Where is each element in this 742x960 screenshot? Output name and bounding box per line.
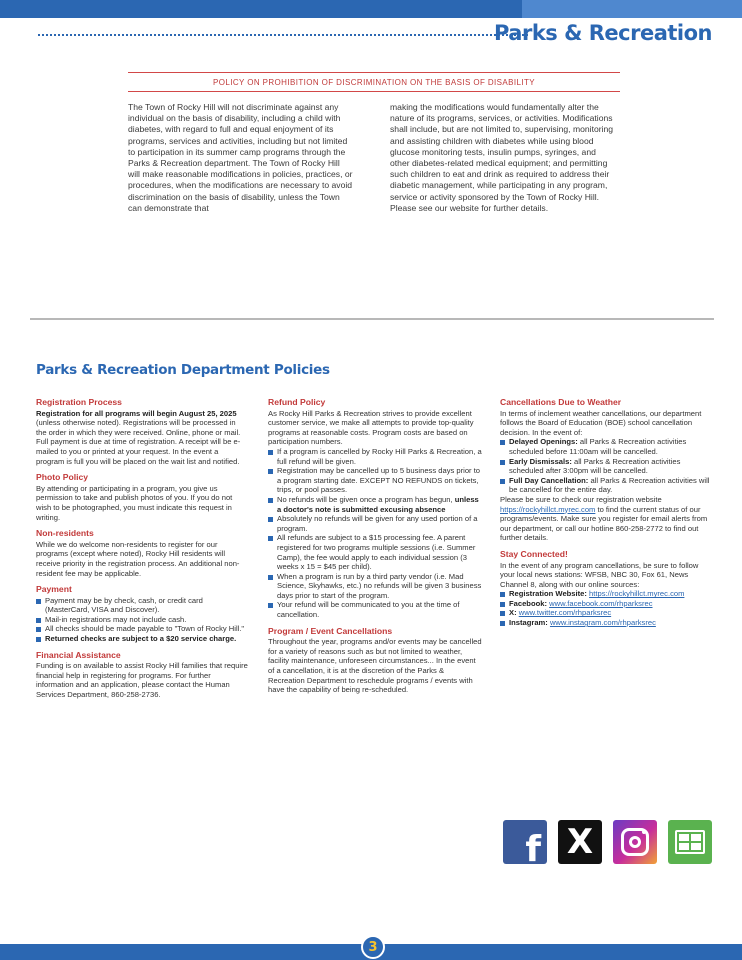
list-item: All checks should be made payable to "Town of Rocky Hill." [36, 624, 248, 634]
payment-heading: Payment [36, 584, 72, 595]
list-item: Registration may be cancelled up to 5 business days prior to a program starting date. EXCEPT NO REFUNDS on tickets, trips, or pool passes. [268, 466, 482, 495]
non-residents-heading: Non-residents [36, 528, 94, 539]
page-number: 3 [368, 939, 378, 955]
list-item: X: www.twitter.com/rhparksrec [500, 608, 714, 618]
financial-heading: Financial Assistance [36, 649, 121, 660]
photo-policy-block: Photo Policy By attending or participating in a program, you give us permission to take and publish photos of you. If you do not wish to be photographed, you must indicate this request in writing. [36, 473, 248, 522]
registration-process-block: Registration Process Registration for all programs will begin August 25, 2025 (unless otherwise noted). Registrations will be processed in the order in which they were received. Online, phone or mail. Full payment is due at time of registration. A receipt will be e-mailed to you or printed at your request. In the event a program is full you will be placed on the wait list and notified. [36, 398, 248, 466]
cancellations-heading: Program / Event Cancellations [268, 625, 393, 636]
column-right [500, 398, 714, 635]
list-item: Mail-in registrations may not include cash. [36, 615, 248, 625]
registration-heading: Registration Process [36, 397, 122, 407]
section-divider [30, 318, 714, 320]
column-middle [268, 398, 482, 702]
list-item: No refunds will be given once a program has begun, unless a doctor's note is submitted excusing absence [268, 495, 482, 514]
policy-text-right: making the modifications would fundamentally alter the nature of its programs, services, or activities. Modifications shall include, but are not limited to, supervising, monitoring and assisting children with diabetes while using blood glucose monitoring tests, insulin pumps, syringes, and other diabetes-related medical equipment; and permitting such children to eat and drink as required to address their diabetic management, while participating in any program, service or activity sponsored by the Town of Rocky Hill. Please see our website for further details. [390, 102, 614, 213]
header-dotted-rule [38, 34, 528, 36]
discrimination-policy-box [128, 72, 620, 214]
section-title: Parks & Recreation Department Policies [36, 362, 330, 378]
weather-block: Cancellations Due to Weather In terms of inclement weather cancellations, our department follows the Board of Education (BOE) school cancellation decision. In the event of: Delayed Openings: all Parks & Recreation activities scheduled before 11:00am will be cancelled. Early Dismissals: all Parks & Recreation activities scheduled after 3:00pm will be cancelled. Full Day Cancellation: all Parks & Recreation activities will be cancelled for the entire day. Please be sure to check our registration website https://rockyhillct.myrec.com to find the current status of our programs/events. Make sure you register for email alerts from our department, or call our hotline 860-258-2772 to find out further details. [500, 398, 714, 543]
stay-connected-block: Stay Connected! In the event of any program cancellations, be sure to follow your local news stations: WFSB, NBC 30, Fox 61, News Channel 8, along with our online sources: Registration Website: https://rockyhillct.myrec.com Facebook: www.facebook.com/rhparksrec X: www.twitter.com/rhparksrec Instagram: www.instagram.com/rhparksrec [500, 550, 714, 628]
list-item: Full Day Cancellation: all Parks & Recreation activities will be cancelled for the entire day. [500, 476, 714, 495]
financial-assistance-block: Financial Assistance Funding is on available to assist Rocky Hill families that require financial help in registering for programs. For further information and an application, please contact the Human Services Department, 860-258-2736. [36, 649, 248, 700]
column-left [36, 398, 248, 707]
list-item: Registration Website: https://rockyhillct.myrec.com [500, 589, 714, 599]
refund-list [268, 447, 482, 620]
list-item: Returned checks are subject to a $20 service charge. [36, 634, 248, 644]
instagram-icon[interactable] [613, 820, 657, 864]
list-item: All refunds are subject to a $15 processing fee. A parent registered for two programs multiple sessions (i.e. Summer Camp), the fee would apply to each individual session (3 weeks x 15 = $45 per child). [268, 533, 482, 571]
payment-list [36, 596, 248, 644]
social-icons [503, 820, 712, 870]
instagram-link[interactable]: www.instagram.com/rhparksrec [549, 618, 656, 628]
weather-heading: Cancellations Due to Weather [500, 397, 622, 407]
facebook-icon[interactable]: f [503, 820, 547, 864]
photo-policy-heading: Photo Policy [36, 472, 89, 483]
non-residents-block: Non-residents While we do welcome non-residents to register for our programs (except where noted), Rocky Hill residents will receive priority in the registration process. An additional non-resident fee may be applicable. [36, 529, 248, 578]
list-item: Delayed Openings: all Parks & Recreation activities scheduled before 11:00am will be cancelled. [500, 437, 714, 456]
policy-text-left: The Town of Rocky Hill will not discriminate against any individual on the basis of disability, including a child with diabetes, with regard to full and equal enjoyment of its programs, services and activities, including but not limited to participation in its summer camp programs through the Parks & Recreation department. The Town of Rocky Hill will make reasonable modifications in policies, practices, or procedures, when the modifications are necessary to avoid discrimination on the basis of disability, unless the Town can demonstrate that [128, 102, 353, 213]
x-icon[interactable]: X [558, 820, 602, 864]
list-item: When a program is run by a third party vendor (i.e. Mad Science, Skyhawks, etc.) no refunds will be given 3 business days prior to start of the program. [268, 572, 482, 601]
x-link[interactable]: www.twitter.com/rhparksrec [518, 608, 612, 618]
website-icon[interactable] [668, 820, 712, 864]
refund-policy-block: Refund Policy As Rocky Hill Parks & Recreation strives to provide excellent customer service, we make all attempts to provide top-quality programs at reasonable costs. Program costs are based on participation numbers. If a program is cancelled by Rocky Hill Parks & Recreation, a full refund will be given. Registration may be cancelled up to 5 business days prior to a program starting date. EXCEPT NO REFUNDS on tickets, trips, or pool passes. No refunds will be given once a program has begun, unless a doctor's note is submitted excusing absence Absolutely no refunds will be given for any used portion of a program. All refunds are subject to a $15 processing fee. A parent registered for two programs multiple sessions (i.e. Summer Camp), the fee would apply to each individual session (3 weeks x 15 = $45 per child). When a program is run by a third party vendor (i.e. Mad Science, Skyhawks, etc.) no refunds will be given 3 business days prior to start of the program. Your refund will be communicated to you at the time of cancellation. [268, 397, 482, 620]
website-link[interactable]: https://rockyhillct.myrec.com [589, 589, 685, 599]
page-title: Parks & Recreation [493, 21, 712, 45]
list-item: Your refund will be communicated to you at the time of cancellation. [268, 600, 482, 619]
list-item: Absolutely no refunds will be given for any used portion of a program. [268, 514, 482, 533]
page-number-badge [361, 935, 385, 959]
stay-connected-heading: Stay Connected! [500, 548, 568, 559]
facebook-link[interactable]: www.facebook.com/rhparksrec [549, 598, 653, 608]
list-item: Payment may be by check, cash, or credit card (MasterCard, VISA and Discover). [36, 596, 248, 615]
links-list [500, 589, 714, 627]
list-item: Early Dismissals: all Parks & Recreation activities scheduled after 3:00pm will be cancelled. [500, 457, 714, 476]
refund-heading: Refund Policy [268, 397, 326, 407]
policy-heading: POLICY ON PROHIBITION OF DISCRIMINATION ON THE BASIS OF DISABILITY [128, 73, 620, 92]
payment-block [36, 585, 248, 644]
weather-list [500, 437, 714, 495]
list-item: Facebook: www.facebook.com/rhparksrec [500, 599, 714, 609]
top-bar-accent [522, 0, 742, 18]
list-item: If a program is cancelled by Rocky Hill Parks & Recreation, a full refund will be given. [268, 447, 482, 466]
list-item: Instagram: www.instagram.com/rhparksrec [500, 618, 714, 628]
registration-link[interactable]: https://rockyhillct.myrec.com [500, 504, 596, 514]
cancellations-block: Program / Event Cancellations Throughout the year, programs and/or events may be cancelled for a variety of reasons such as but not limited to weather, facility maintenance, unforeseen circumstances... In the event of a cancellation, it is at the discretion of the Parks & Recreation Department to reschedule programs / events with have the capability of being re-scheduled. [268, 625, 482, 695]
